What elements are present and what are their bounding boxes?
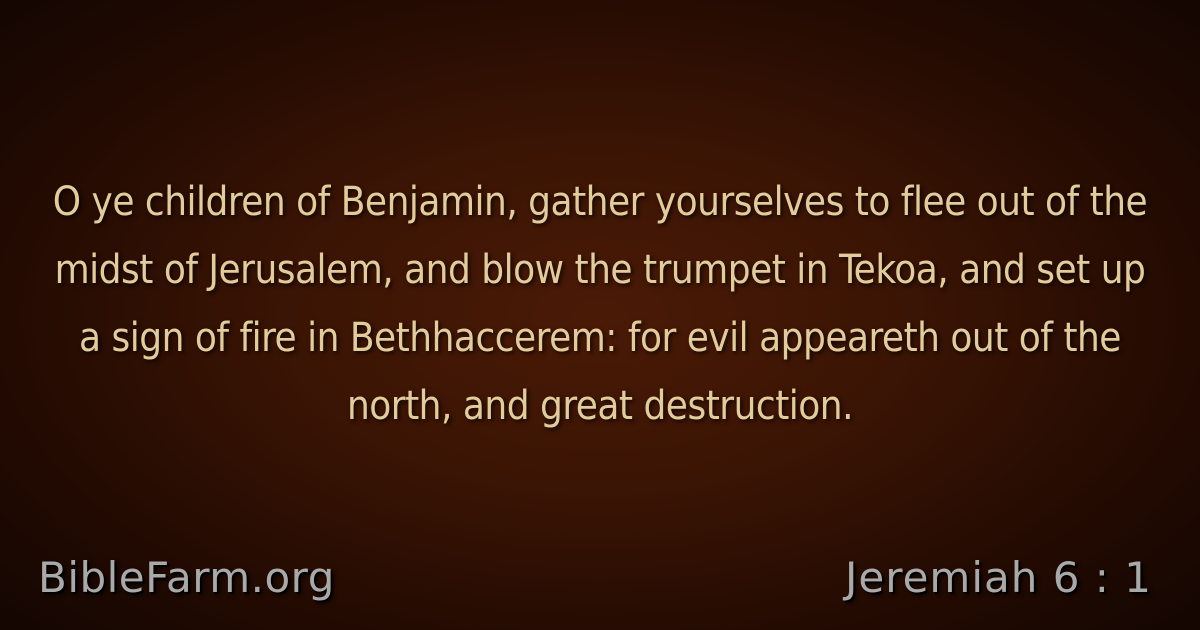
verse-reference: Jeremiah 6 : 1 xyxy=(845,553,1152,602)
site-name: BibleFarm.org xyxy=(38,553,335,602)
verse-text: O ye children of Benjamin, gather yourselves to flee out of the midst of Jerusalem, and blow the trumpet in Tekoa, and set up a sign of fire in Bethhaccerem: for evil appeareth out of the north, and great destruction. xyxy=(52,179,1148,429)
